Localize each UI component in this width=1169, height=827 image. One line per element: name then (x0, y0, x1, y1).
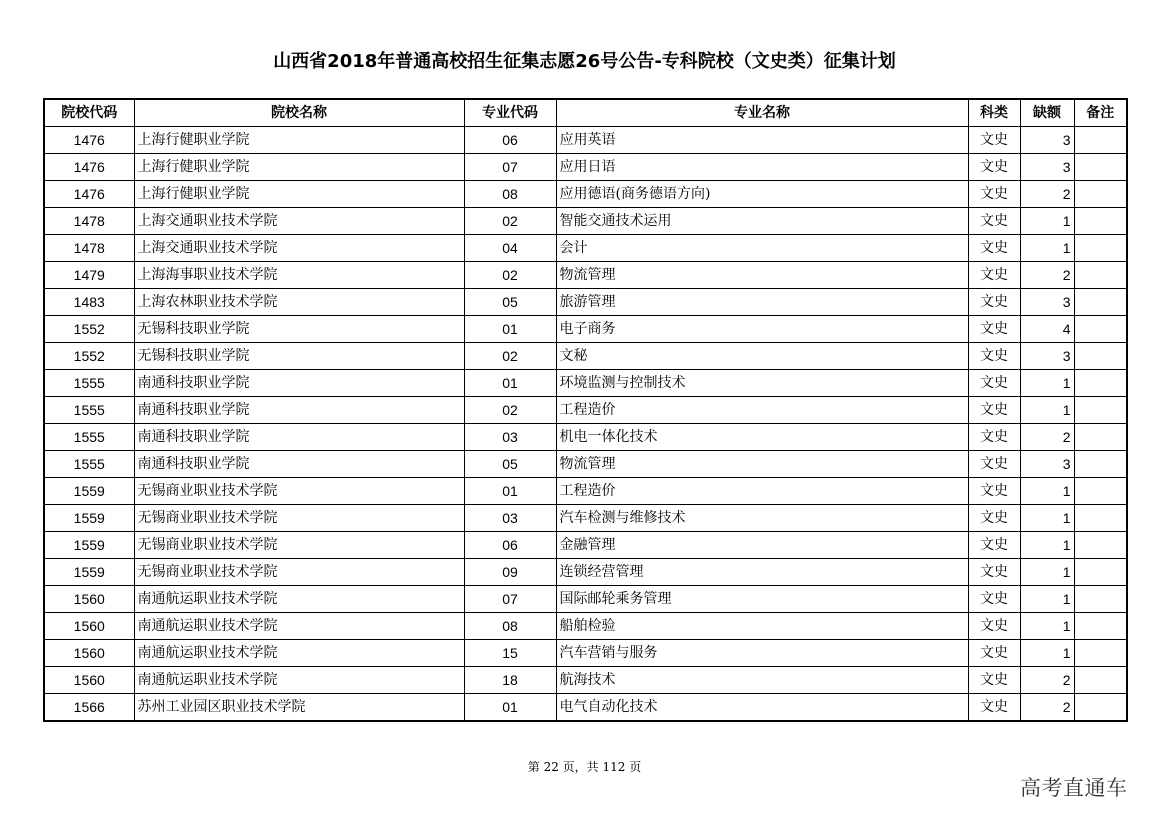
table-row (44, 154, 1127, 181)
table-row (44, 640, 1127, 667)
cell-vacancy: 4 (1020, 316, 1074, 343)
cell-school-code: 1559 (44, 478, 134, 505)
cell-major-code: 02 (464, 343, 556, 370)
cell-major-code: 03 (464, 505, 556, 532)
cell-category: 文史 (968, 289, 1020, 316)
cell-major-name: 航海技术 (556, 667, 968, 694)
cell-school-code: 1479 (44, 262, 134, 289)
cell-note (1074, 397, 1127, 424)
cell-note (1074, 370, 1127, 397)
cell-major-code: 02 (464, 208, 556, 235)
cell-major-name: 物流管理 (556, 451, 968, 478)
cell-school-name: 上海行健职业学院 (134, 154, 464, 181)
cell-major-name: 工程造价 (556, 478, 968, 505)
cell-major-name: 旅游管理 (556, 289, 968, 316)
cell-note (1074, 235, 1127, 262)
cell-category: 文史 (968, 640, 1020, 667)
cell-note (1074, 532, 1127, 559)
table-row (44, 559, 1127, 586)
cell-category: 文史 (968, 532, 1020, 559)
cell-school-code: 1555 (44, 424, 134, 451)
table-row (44, 424, 1127, 451)
table-row (44, 613, 1127, 640)
cell-school-name: 上海海事职业技术学院 (134, 262, 464, 289)
table-row (44, 370, 1127, 397)
cell-school-name: 无锡科技职业学院 (134, 343, 464, 370)
cell-school-name: 南通航运职业技术学院 (134, 667, 464, 694)
cell-category: 文史 (968, 262, 1020, 289)
cell-note (1074, 316, 1127, 343)
cell-major-code: 01 (464, 478, 556, 505)
cell-school-name: 南通科技职业学院 (134, 370, 464, 397)
cell-school-name: 南通科技职业学院 (134, 424, 464, 451)
cell-note (1074, 478, 1127, 505)
cell-major-name: 船舶检验 (556, 613, 968, 640)
cell-major-code: 18 (464, 667, 556, 694)
cell-school-name: 上海交通职业技术学院 (134, 235, 464, 262)
watermark: 高考直通车 (1020, 776, 1128, 800)
cell-school-code: 1476 (44, 181, 134, 208)
enrollment-plan-table (43, 98, 1128, 722)
cell-major-code: 06 (464, 127, 556, 154)
cell-major-code: 07 (464, 154, 556, 181)
cell-school-code: 1476 (44, 154, 134, 181)
cell-school-code: 1555 (44, 370, 134, 397)
cell-major-name: 环境监测与控制技术 (556, 370, 968, 397)
cell-major-code: 01 (464, 694, 556, 722)
cell-category: 文史 (968, 613, 1020, 640)
cell-school-name: 南通航运职业技术学院 (134, 613, 464, 640)
cell-note (1074, 154, 1127, 181)
cell-category: 文史 (968, 208, 1020, 235)
cell-major-code: 06 (464, 532, 556, 559)
cell-school-code: 1559 (44, 532, 134, 559)
cell-category: 文史 (968, 370, 1020, 397)
cell-note (1074, 505, 1127, 532)
cell-category: 文史 (968, 343, 1020, 370)
cell-major-code: 02 (464, 262, 556, 289)
cell-note (1074, 289, 1127, 316)
cell-category: 文史 (968, 694, 1020, 722)
cell-school-code: 1552 (44, 316, 134, 343)
cell-category: 文史 (968, 154, 1020, 181)
table-body (44, 127, 1127, 722)
cell-vacancy: 2 (1020, 694, 1074, 722)
table-row (44, 235, 1127, 262)
table-row (44, 532, 1127, 559)
cell-major-code: 08 (464, 181, 556, 208)
cell-category: 文史 (968, 505, 1020, 532)
cell-school-name: 上海交通职业技术学院 (134, 208, 464, 235)
document-title: 山西省2018年普通高校招生征集志愿26号公告-专科院校（文史类）征集计划 (273, 51, 896, 72)
table-row (44, 667, 1127, 694)
cell-major-name: 电气自动化技术 (556, 694, 968, 722)
cell-vacancy: 1 (1020, 613, 1074, 640)
cell-vacancy: 2 (1020, 424, 1074, 451)
cell-category: 文史 (968, 667, 1020, 694)
cell-major-name: 应用日语 (556, 154, 968, 181)
cell-vacancy: 1 (1020, 640, 1074, 667)
header-note: 备注 (1074, 99, 1127, 127)
header-vacancy: 缺额 (1020, 99, 1074, 127)
table-row (44, 316, 1127, 343)
cell-note (1074, 451, 1127, 478)
cell-vacancy: 1 (1020, 559, 1074, 586)
cell-school-code: 1560 (44, 640, 134, 667)
cell-note (1074, 343, 1127, 370)
cell-school-name: 无锡商业职业技术学院 (134, 559, 464, 586)
cell-major-name: 应用德语(商务德语方向) (556, 181, 968, 208)
cell-major-code: 05 (464, 451, 556, 478)
cell-vacancy: 1 (1020, 505, 1074, 532)
cell-category: 文史 (968, 559, 1020, 586)
cell-school-code: 1560 (44, 586, 134, 613)
cell-school-code: 1555 (44, 451, 134, 478)
cell-vacancy: 1 (1020, 586, 1074, 613)
table-row (44, 343, 1127, 370)
cell-vacancy: 1 (1020, 208, 1074, 235)
cell-school-name: 苏州工业园区职业技术学院 (134, 694, 464, 722)
cell-school-code: 1566 (44, 694, 134, 722)
cell-vacancy: 2 (1020, 181, 1074, 208)
cell-school-name: 南通科技职业学院 (134, 397, 464, 424)
table-row (44, 397, 1127, 424)
table-row (44, 586, 1127, 613)
cell-vacancy: 1 (1020, 478, 1074, 505)
cell-category: 文史 (968, 424, 1020, 451)
cell-category: 文史 (968, 586, 1020, 613)
cell-vacancy: 2 (1020, 262, 1074, 289)
cell-school-name: 无锡商业职业技术学院 (134, 532, 464, 559)
cell-vacancy: 3 (1020, 289, 1074, 316)
cell-major-code: 04 (464, 235, 556, 262)
cell-major-name: 智能交通技术运用 (556, 208, 968, 235)
cell-school-name: 南通航运职业技术学院 (134, 640, 464, 667)
cell-note (1074, 208, 1127, 235)
cell-major-name: 电子商务 (556, 316, 968, 343)
page-number: 第 22 页，共 112 页 (527, 760, 642, 774)
cell-category: 文史 (968, 235, 1020, 262)
cell-major-name: 会计 (556, 235, 968, 262)
cell-vacancy: 3 (1020, 154, 1074, 181)
cell-school-code: 1560 (44, 613, 134, 640)
cell-major-name: 机电一体化技术 (556, 424, 968, 451)
cell-school-name: 无锡商业职业技术学院 (134, 505, 464, 532)
table-row (44, 505, 1127, 532)
cell-vacancy: 1 (1020, 397, 1074, 424)
cell-note (1074, 586, 1127, 613)
cell-vacancy: 3 (1020, 127, 1074, 154)
cell-major-name: 汽车营销与服务 (556, 640, 968, 667)
header-school-name: 院校名称 (134, 99, 464, 127)
cell-category: 文史 (968, 316, 1020, 343)
cell-note (1074, 262, 1127, 289)
cell-major-name: 应用英语 (556, 127, 968, 154)
cell-school-name: 南通航运职业技术学院 (134, 586, 464, 613)
cell-major-code: 02 (464, 397, 556, 424)
cell-vacancy: 3 (1020, 451, 1074, 478)
cell-note (1074, 640, 1127, 667)
cell-school-code: 1478 (44, 208, 134, 235)
cell-note (1074, 613, 1127, 640)
table-row (44, 262, 1127, 289)
cell-school-code: 1478 (44, 235, 134, 262)
cell-school-code: 1559 (44, 559, 134, 586)
cell-school-code: 1559 (44, 505, 134, 532)
cell-note (1074, 127, 1127, 154)
header-row (44, 99, 1127, 127)
cell-school-code: 1560 (44, 667, 134, 694)
table-row (44, 289, 1127, 316)
cell-major-name: 汽车检测与维修技术 (556, 505, 968, 532)
cell-major-code: 09 (464, 559, 556, 586)
cell-school-code: 1476 (44, 127, 134, 154)
table-row (44, 451, 1127, 478)
cell-major-code: 01 (464, 370, 556, 397)
cell-major-name: 金融管理 (556, 532, 968, 559)
header-category: 科类 (968, 99, 1020, 127)
cell-school-name: 上海农林职业技术学院 (134, 289, 464, 316)
table-row (44, 694, 1127, 722)
cell-vacancy: 1 (1020, 370, 1074, 397)
cell-note (1074, 424, 1127, 451)
cell-category: 文史 (968, 127, 1020, 154)
cell-major-code: 08 (464, 613, 556, 640)
cell-school-name: 无锡科技职业学院 (134, 316, 464, 343)
table-row (44, 478, 1127, 505)
cell-major-name: 连锁经营管理 (556, 559, 968, 586)
cell-school-name: 无锡商业职业技术学院 (134, 478, 464, 505)
cell-category: 文史 (968, 451, 1020, 478)
cell-major-code: 03 (464, 424, 556, 451)
cell-school-name: 上海行健职业学院 (134, 181, 464, 208)
cell-major-name: 国际邮轮乘务管理 (556, 586, 968, 613)
cell-category: 文史 (968, 478, 1020, 505)
cell-major-name: 物流管理 (556, 262, 968, 289)
cell-note (1074, 559, 1127, 586)
cell-vacancy: 2 (1020, 667, 1074, 694)
cell-major-code: 05 (464, 289, 556, 316)
header-major-code: 专业代码 (464, 99, 556, 127)
cell-vacancy: 1 (1020, 532, 1074, 559)
cell-major-code: 15 (464, 640, 556, 667)
cell-major-name: 文秘 (556, 343, 968, 370)
cell-school-name: 上海行健职业学院 (134, 127, 464, 154)
cell-school-code: 1555 (44, 397, 134, 424)
cell-vacancy: 1 (1020, 235, 1074, 262)
table-row (44, 181, 1127, 208)
header-school-code: 院校代码 (44, 99, 134, 127)
cell-major-name: 工程造价 (556, 397, 968, 424)
cell-major-code: 01 (464, 316, 556, 343)
cell-major-code: 07 (464, 586, 556, 613)
cell-school-name: 南通科技职业学院 (134, 451, 464, 478)
cell-note (1074, 181, 1127, 208)
cell-category: 文史 (968, 181, 1020, 208)
cell-school-code: 1552 (44, 343, 134, 370)
cell-category: 文史 (968, 397, 1020, 424)
table-row (44, 208, 1127, 235)
cell-note (1074, 667, 1127, 694)
table-header (44, 99, 1127, 127)
cell-note (1074, 694, 1127, 722)
cell-vacancy: 3 (1020, 343, 1074, 370)
cell-school-code: 1483 (44, 289, 134, 316)
header-major-name: 专业名称 (556, 99, 968, 127)
table-row (44, 127, 1127, 154)
